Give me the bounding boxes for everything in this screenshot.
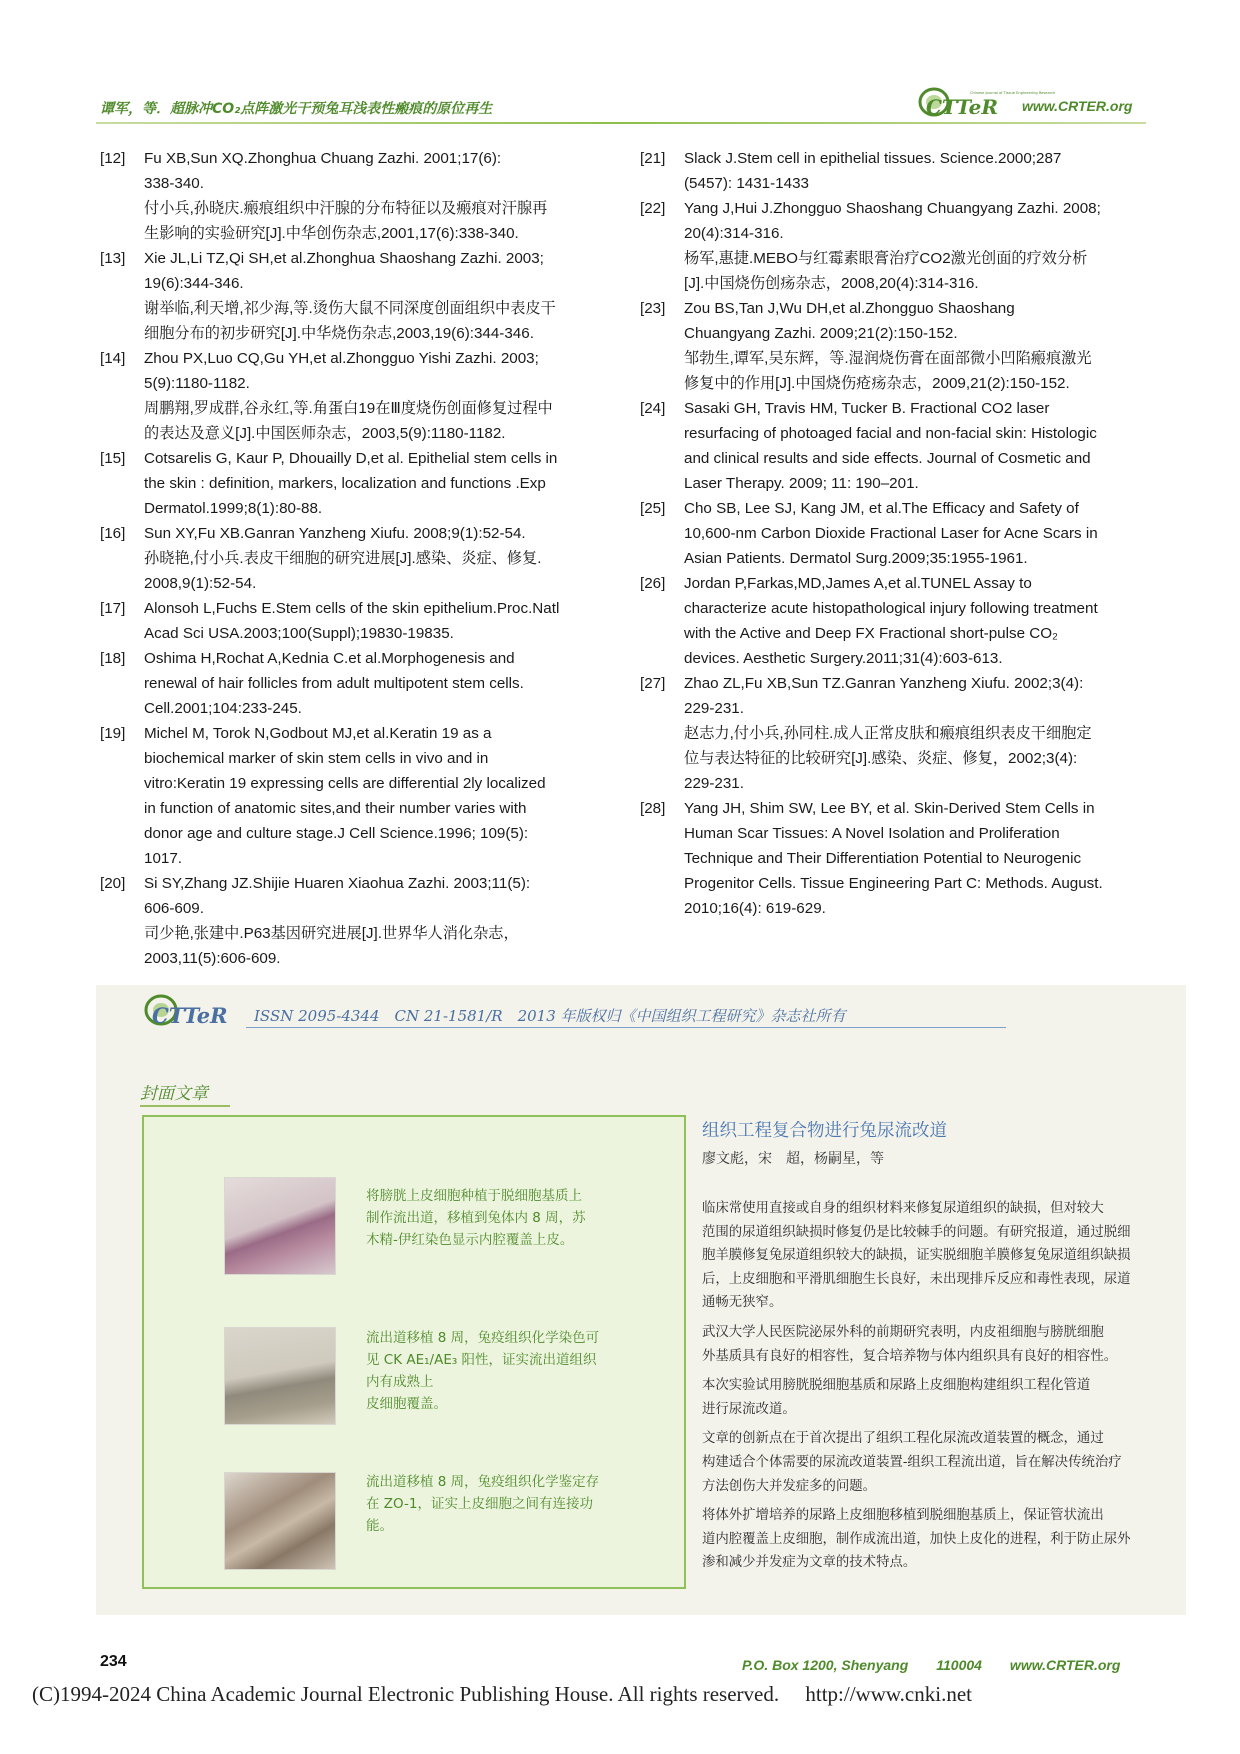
caption-line: 见 CK AE₁/AE₃ 阳性，证实流出道组织: [366, 1352, 597, 1368]
reference-text: [684, 671, 1145, 796]
reference-line: donor age and culture stage.J Cell Science.1996; 109(5):: [144, 825, 529, 842]
reference-line: Cell.2001;104:233-245.: [144, 700, 302, 717]
references-right-column: [640, 146, 1145, 921]
reference-line: Chuangyang Zazhi. 2009;21(2):150-152.: [684, 325, 958, 342]
reference-line: 10,600-nm Carbon Dioxide Fractional Laser for Acne Scars in: [684, 525, 1098, 542]
summary-line: 武汉大学人民医院泌尿外科的前期研究表明，内皮祖细胞与膀胱细胞: [702, 1324, 1104, 1340]
reference-line: Oshima H,Rochat A,Kednia C.et al.Morphogenesis and: [144, 650, 515, 667]
reference-line: Zhou PX,Luo CQ,Gu YH,et al.Zhongguo Yishi Zazhi. 2003;: [144, 350, 539, 367]
reference-text: [144, 146, 600, 246]
reference-line: 5(9):1180-1182.: [144, 375, 250, 392]
reference-entry: [100, 646, 600, 721]
reference-text: [144, 521, 600, 596]
footer-address: P.O. Box 1200, Shenyang 110004 www.CRTER.org: [742, 1657, 1121, 1673]
reference-line: Yang JH, Shim SW, Lee BY, et al. Skin-Derived Stem Cells in: [684, 800, 1095, 817]
reference-number: [15]: [100, 450, 126, 467]
header-divider: [96, 122, 1146, 124]
reference-line: 细胞分布的初步研究[J].中华烧伤杂志,2003,19(6):344-346.: [144, 325, 534, 342]
reference-line: Cotsarelis G, Kaur P, Dhouailly D,et al. Epithelial stem cells in: [144, 450, 558, 467]
reference-line: 2010;16(4): 619-629.: [684, 900, 826, 917]
panel-divider: [246, 1027, 1006, 1028]
reference-line: Laser Therapy. 2009; 11: 190–201.: [684, 475, 919, 492]
micrograph-he-stain: [224, 1177, 336, 1275]
summary-line: 通畅无狭窄。: [702, 1295, 783, 1311]
reference-text: [684, 496, 1145, 571]
reference-text: [684, 571, 1145, 671]
reference-entry: [640, 396, 1145, 496]
reference-number: [18]: [100, 650, 126, 667]
reference-line: 邹勃生,谭军,吴东辉，等.湿润烧伤膏在面部微小凹陷瘢痕激光: [684, 350, 1092, 367]
reference-line: Xie JL,Li TZ,Qi SH,et al.Zhonghua Shaoshang Zazhi. 2003;: [144, 250, 544, 267]
reference-text: [144, 246, 600, 346]
reference-text: [144, 346, 600, 446]
reference-line: 2008,9(1):52-54.: [144, 575, 257, 592]
summary-line: 将体外扩增培养的尿路上皮细胞移植到脱细胞基质上，保证管状流出: [702, 1508, 1104, 1524]
page-header: [0, 86, 1240, 126]
reference-entry: [640, 196, 1145, 296]
caption-line: 流出道移植 8 周，兔疫组织化学染色可: [366, 1330, 600, 1346]
reference-entry: [100, 521, 600, 596]
cover-article-label: 封面文章: [140, 1084, 208, 1104]
reference-line: 赵志力,付小兵,孙同柱.成人正常皮肤和瘢痕组织表皮干细胞定: [684, 725, 1092, 742]
reference-number: [28]: [640, 800, 666, 817]
reference-text: [684, 296, 1145, 396]
caption-line: 内有成熟上: [366, 1374, 434, 1390]
reference-line: Sun XY,Fu XB.Ganran Yanzheng Xiufu. 2008;9(1):52-54.: [144, 525, 526, 542]
reference-line: (5457): 1431-1433: [684, 175, 809, 192]
reference-line: 司少艳,张建中.P63基因研究进展[J].世界华人消化杂志，: [144, 925, 519, 942]
reference-line: 杨军,惠捷.MEBO与红霉素眼膏治疗CO2激光创面的疗效分析: [684, 250, 1088, 267]
reference-line: Michel M, Torok N,Godbout MJ,et al.Keratin 19 as a: [144, 725, 492, 742]
reference-text: [684, 196, 1145, 296]
reference-number: [17]: [100, 600, 126, 617]
reference-line: 孙晓艳,付小兵.表皮干细胞的研究进展[J].感染、炎症、修复.: [144, 550, 542, 567]
article-summary: [702, 1197, 1172, 1581]
reference-line: Progenitor Cells. Tissue Engineering Part C: Methods. August.: [684, 875, 1103, 892]
summary-line: 外基质具有良好的相容性，复合培养物与体内组织具有良好的相容性。: [702, 1348, 1118, 1364]
reference-line: 1017.: [144, 850, 183, 867]
reference-line: biochemical marker of skin stem cells in vivo and in: [144, 750, 489, 767]
summary-line: 渗和减少并发症为文章的技术特点。: [702, 1555, 917, 1571]
reference-entry: [100, 721, 600, 871]
reference-line: Human Scar Tissues: A Novel Isolation and Proliferation: [684, 825, 1060, 842]
summary-line: 临床常使用直接或自身的组织材料来修复尿道组织的缺损，但对较大: [702, 1201, 1104, 1216]
caption-line: 制作流出道，移植到兔体内 8 周，苏: [366, 1210, 586, 1226]
panel-journal-logo: [144, 993, 244, 1027]
reference-text: [144, 446, 600, 521]
reference-entry: [640, 796, 1145, 921]
reference-number: [21]: [640, 150, 666, 167]
reference-entry: [640, 571, 1145, 671]
running-title: 谭军，等．超脉冲CO₂点阵激光干预兔耳浅表性瘢痕的原位再生: [100, 101, 493, 117]
reference-line: 606-609.: [144, 900, 204, 917]
reference-number: [14]: [100, 350, 126, 367]
reference-number: [20]: [100, 875, 126, 892]
caption-line: 在 ZO-1，证实上皮细胞之间有连接功: [366, 1496, 594, 1512]
paragraph-gap: [702, 1575, 1172, 1581]
reference-line: resurfacing of photoaged facial and non-facial skin: Histologic: [684, 425, 1097, 442]
reference-line: Acad Sci USA.2003;100(Suppl);19830-19835.: [144, 625, 454, 642]
summary-line: 范围的尿道组织缺损时修复仍是比较棘手的问题。有研究报道，通过脱细: [702, 1224, 1131, 1240]
cover-label-underline: [140, 1105, 230, 1107]
reference-line: 20(4):314-316.: [684, 225, 784, 242]
figure-caption-3: [366, 1471, 606, 1537]
caption-line: 皮细胞覆盖。: [366, 1396, 447, 1412]
figure-box: [142, 1115, 686, 1589]
reference-entry: [640, 496, 1145, 571]
reference-line: 2003,11(5):606-609.: [144, 950, 281, 967]
reference-entry: [640, 671, 1145, 796]
reference-line: renewal of hair follicles from adult multipotent stem cells.: [144, 675, 524, 692]
reference-line: Jordan P,Farkas,MD,James A,et al.TUNEL Assay to: [684, 575, 1032, 592]
caption-line: 能。: [366, 1518, 393, 1534]
reference-number: [27]: [640, 675, 666, 692]
references-left-column: [100, 146, 600, 971]
journal-logo: [918, 86, 1056, 119]
caption-line: 流出道移植 8 周，兔疫组织化学鉴定存: [366, 1474, 600, 1490]
reference-line: and clinical results and side effects. Journal of Cosmetic and: [684, 450, 1091, 467]
reference-text: [684, 146, 1145, 196]
article-authors: 廖文彪，宋 超，杨嗣星，等: [702, 1151, 884, 1167]
reference-entry: [100, 346, 600, 446]
reference-text: [684, 796, 1145, 921]
logo-subtext: Chinese Journal of Tissue Engineering Research: [970, 91, 1056, 95]
reference-line: Si SY,Zhang JZ.Shijie Huaren Xiaohua Zazhi. 2003;11(5):: [144, 875, 531, 892]
reference-number: [22]: [640, 200, 666, 217]
reference-line: Technique and Their Differentiation Potential to Neurogenic: [684, 850, 1082, 867]
reference-line: 付小兵,孙晓庆.瘢痕组织中汗腺的分布特征以及瘢痕对汗腺再: [144, 200, 548, 217]
reference-line: 谢举临,利天增,祁少海,等.烫伤大鼠不同深度创面组织中表皮干: [144, 300, 556, 317]
reference-line: 338-340.: [144, 175, 204, 192]
summary-line: 胞羊膜修复兔尿道组织较大的缺损，证实脱细胞羊膜修复兔尿道组织缺损: [702, 1248, 1131, 1264]
micrograph-ck-stain: [224, 1327, 336, 1425]
reference-line: 229-231.: [684, 700, 744, 717]
reference-line: Slack J.Stem cell in epithelial tissues. Science.2000;287: [684, 150, 1062, 167]
reference-line: vitro:Keratin 19 expressing cells are differential 2ly localized: [144, 775, 546, 792]
summary-line: 后，上皮细胞和平滑肌细胞生长良好，未出现排斥反应和毒性表现，尿道: [702, 1271, 1131, 1287]
reference-text: [144, 596, 600, 646]
reference-line: [J].中国烧伤创疡杂志，2008,20(4):314-316.: [684, 275, 979, 292]
reference-line: Zhao ZL,Fu XB,Sun TZ.Ganran Yanzheng Xiufu. 2002;3(4):: [684, 675, 1084, 692]
reference-line: characterize acute histopathological injury following treatment: [684, 600, 1098, 617]
reference-text: [144, 646, 600, 721]
summary-line: 进行尿流改道。: [702, 1401, 796, 1417]
reference-text: [144, 871, 600, 971]
caption-line: 木精-伊红染色显示内腔覆盖上皮。: [366, 1232, 574, 1248]
reference-line: 19(6):344-346.: [144, 275, 244, 292]
reference-line: Alonsoh L,Fuchs E.Stem cells of the skin epithelium.Proc.Natl: [144, 600, 560, 617]
reference-entry: [100, 871, 600, 971]
caption-line: 将膀胱上皮细胞种植于脱细胞基质上: [366, 1188, 582, 1204]
cover-article-panel: [96, 985, 1186, 1615]
summary-line: 文章的创新点在于首次提出了组织工程化尿流改道装置的概念，通过: [702, 1431, 1104, 1447]
article-title: 组织工程复合物进行兔尿流改道: [702, 1121, 947, 1141]
reference-line: 的表达及意义[J].中国医师杂志，2003,5(9):1180-1182.: [144, 425, 506, 442]
summary-line: 本次实验试用膀胱脱细胞基质和尿路上皮细胞构建组织工程化管道: [702, 1378, 1091, 1394]
reference-number: [13]: [100, 250, 126, 267]
reference-number: [25]: [640, 500, 666, 517]
reference-line: devices. Aesthetic Surgery.2011;31(4):603-613.: [684, 650, 1003, 667]
reference-line: 周鹏翔,罗成群,谷永红,等.角蛋白19在Ⅲ度烧伤创面修复过程中: [144, 400, 553, 417]
reference-line: 生影响的实验研究[J].中华创伤杂志,2001,17(6):338-340.: [144, 225, 519, 242]
reference-entry: [100, 246, 600, 346]
reference-line: 位与表达特征的比较研究[J].感染、炎症、修复，2002;3(4):: [684, 750, 1078, 767]
reference-number: [23]: [640, 300, 666, 317]
journal-url[interactable]: www.CRTER.org: [1022, 98, 1133, 114]
reference-entry: [640, 146, 1145, 196]
reference-entry: [100, 446, 600, 521]
panel-logo-text: CTTeR: [152, 1003, 228, 1028]
reference-line: in function of anatomic sites,and their number varies with: [144, 800, 527, 817]
logo-text: CTTeR: [926, 95, 999, 119]
reference-line: Zou BS,Tan J,Wu DH,et al.Zhongguo Shaoshang: [684, 300, 1015, 317]
reference-entry: [100, 146, 600, 246]
reference-line: Sasaki GH, Travis HM, Tucker B. Fractional CO2 laser: [684, 400, 1050, 417]
reference-number: [19]: [100, 725, 126, 742]
reference-line: Asian Patients. Dermatol Surg.2009;35:1955-1961.: [684, 550, 1028, 567]
reference-line: Fu XB,Sun XQ.Zhonghua Chuang Zazhi. 2001;17(6):: [144, 150, 502, 167]
summary-line: 方法创伤大并发症多的问题。: [702, 1478, 877, 1494]
micrograph-zo1-stain: [224, 1472, 336, 1570]
reference-line: with the Active and Deep FX Fractional short-pulse CO₂: [684, 625, 1058, 642]
reference-line: the skin : definition, markers, localization and functions .Exp: [144, 475, 546, 492]
figure-caption-1: [366, 1185, 606, 1251]
reference-line: Cho SB, Lee SJ, Kang JM, et al.The Efficacy and Safety of: [684, 500, 1079, 517]
reference-entry: [100, 596, 600, 646]
reference-number: [16]: [100, 525, 126, 542]
reference-number: [24]: [640, 400, 666, 417]
reference-number: [26]: [640, 575, 666, 592]
reference-line: Yang J,Hui J.Zhongguo Shaoshang Chuangyang Zazhi. 2008;: [684, 200, 1101, 217]
reference-line: Dermatol.1999;8(1):80-88.: [144, 500, 323, 517]
reference-line: 229-231.: [684, 775, 744, 792]
summary-line: 道内腔覆盖上皮细胞，制作成流出道，加快上皮化的进程，利于防止尿外: [702, 1531, 1131, 1547]
reference-text: [684, 396, 1145, 496]
reference-number: [12]: [100, 150, 126, 167]
page-number: 234: [100, 1653, 127, 1670]
reference-text: [144, 721, 600, 871]
figure-caption-2: [366, 1327, 606, 1415]
reference-entry: [640, 296, 1145, 396]
cnki-copyright: (C)1994-2024 China Academic Journal Electronic Publishing House. All rights reserved. http://www.cnki.net: [32, 1682, 972, 1706]
reference-line: 修复中的作用[J].中国烧伤疮疡杂志，2009,21(2):150-152.: [684, 375, 1070, 392]
summary-line: 构建适合个体需要的尿流改道装置-组织工程流出道，旨在解决传统治疗: [702, 1454, 1122, 1470]
issn-copyright-line: ISSN 2095-4344 CN 21-1581/R 2013 年版权归《中国组织工程研究》杂志社所有: [254, 1007, 846, 1025]
